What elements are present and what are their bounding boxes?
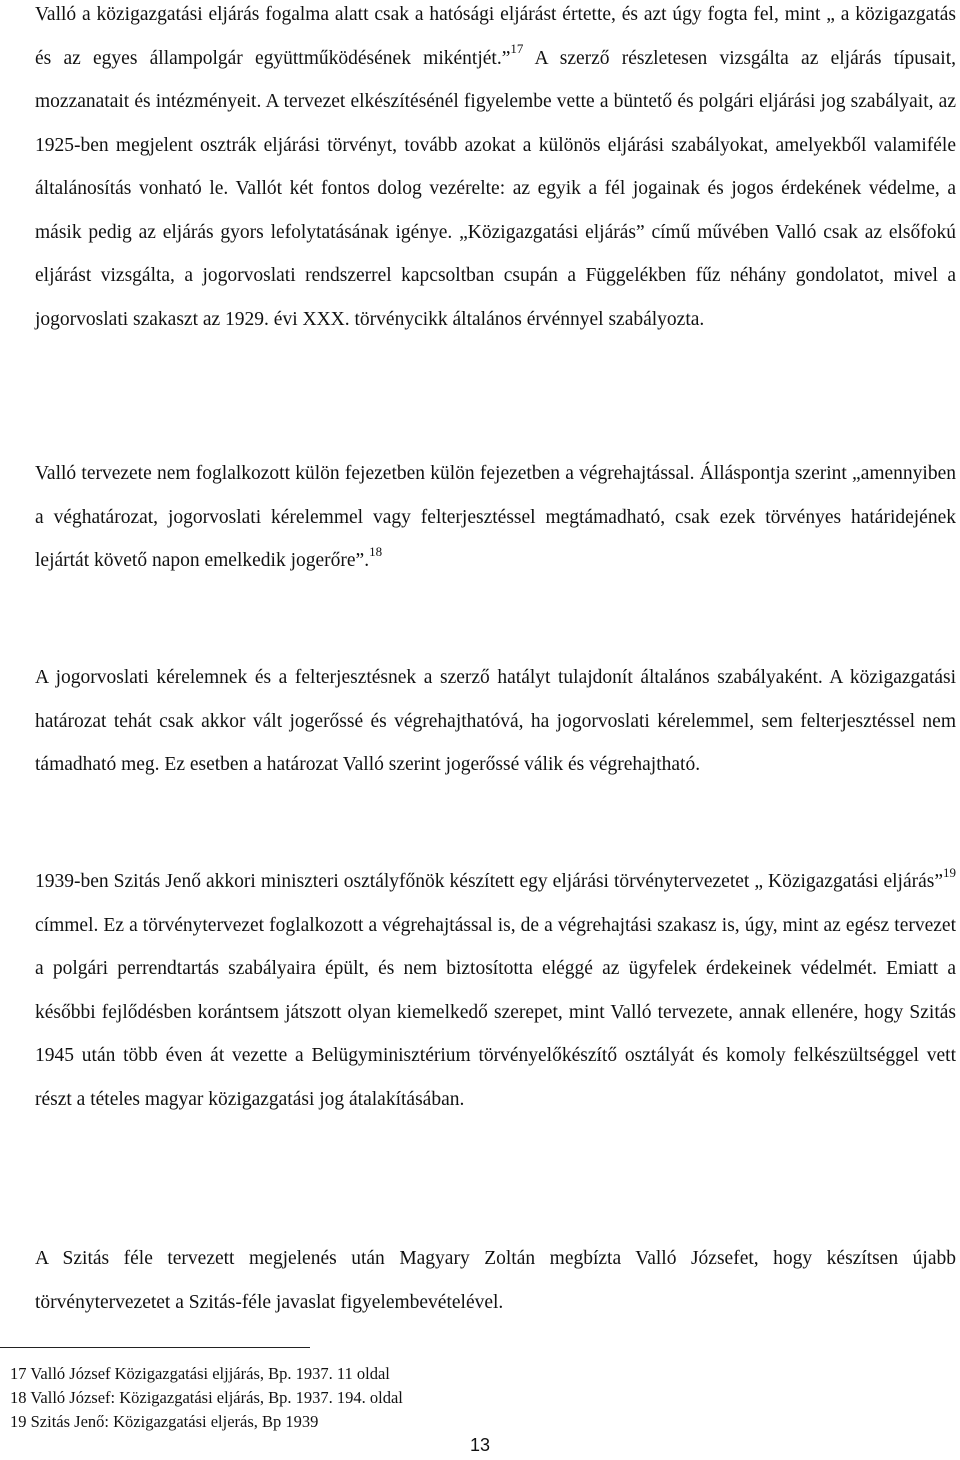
- paragraph-5: [35, 1237, 956, 1324]
- paragraph-4-text-a: 1939-ben Szitás Jenő akkori miniszteri osztályfőnök készített egy eljárási törvénytervezetet „ Közigazgatási eljárás”: [35, 871, 943, 892]
- footnote-18: 18 Valló József: Közigazgatási eljárás, Bp. 1937. 194. oldal: [10, 1388, 403, 1407]
- footnotes: [10, 1362, 910, 1434]
- footnote-17: 17 Valló József Közigazgatási eljjárás, Bp. 1937. 11 oldal: [10, 1364, 390, 1383]
- paragraph-2: [35, 452, 956, 583]
- footnote-ref-17: 17: [510, 41, 524, 56]
- paragraph-1-text-b: A szerző részletesen vizsgálta az eljárás típusait, mozzanatait és intézményeit. A tervezet elkészítésénél figyelembe vette a büntető és polgári eljárási jog szabályait, az 1925-ben megjelent osztrák eljárási törvényt, tovább azokat a különös eljárási szabályokat, amelyekből valamiféle általánosítás vonható le. Vallót két fontos dolog vezérelte: az egyik a fél jogainak és jogos érdekének védelme, a másik pedig az eljárás gyors lefolytatásának igénye. „Közigazgatási eljárás” című művében Valló csak az elsőfokú eljárást vizsgálta, a jogorvoslati rendszerrel kapcsoltban csupán a Függelékben fűz néhány gondolatot, mivel a jogorvoslati szakaszt az 1929. évi XXX. törvénycikk általános érvénnyel szabályozta.: [35, 47, 956, 330]
- footnote-divider: [0, 1347, 310, 1348]
- paragraph-4: [35, 860, 956, 1121]
- paragraph-2-text-a: Valló tervezete nem foglalkozott külön fejezetben külön fejezetben a végrehajtással. Álláspontja szerint „amennyiben a véghatározat, jogorvoslati kérelemmel vagy felterjesztéssel megtámadható, csak ezek törvényes határidejének lejártát követő napon emelkedik jogerőre”.: [35, 463, 956, 571]
- page-number: 13: [469, 1435, 491, 1455]
- paragraph-1-text-a: Valló a közigazgatási eljárás fogalma alatt csak a hatósági eljárást értette, és azt úgy fogta fel, mint „ a közigazgatás és az egyes állampolgár együttműködésének mikéntjét.”: [35, 4, 956, 69]
- footnote-ref-19: 19: [943, 864, 956, 880]
- paragraph-3: [35, 656, 956, 787]
- footnote-ref-18: 18: [369, 543, 383, 559]
- paragraph-3-text-a: A jogorvoslati kérelemnek és a felterjesztésnek a szerző hatályt tulajdonít általános szabályaként. A közigazgatási határozat tehát csak akkor vált jogerőssé és végrehajthatóvá, ha jogorvoslati kérelemmel, sem felterjesztéssel nem támadható meg. Ez esetben a határozat Valló szerint jogerőssé válik és végrehajtható.: [35, 667, 956, 775]
- paragraph-5-text-a: A Szitás féle tervezett megjelenés után Magyary Zoltán megbízta Valló Józsefet, hogy készítsen újabb törvénytervezetet a Szitás-féle javaslat figyelembevételével.: [35, 1248, 956, 1313]
- paragraph-4-text-b: címmel. Ez a törvénytervezet foglalkozott a végrehajtással is, de a végrehajtási szakasz is, úgy, mint az egész tervezet a polgári perrendtartás szabályaira épült, és nem biztosította eléggé az ügyfelek érdekeinek védelmét. Emiatt a későbbi fejlődésben korántsem játszott olyan kiemelkedő szerepet, mint Valló tervezete, annak ellenére, hogy Szitás 1945 után több éven át vezette a Belügyminisztérium törvényelőkészítő osztályát és komoly felkészültséggel vett részt a tételes magyar közigazgatási jog átalakításában.: [35, 914, 956, 1110]
- paragraph-1: [35, 0, 956, 341]
- footnote-19: 19 Szitás Jenő: Közigazgatási eljerás, Bp 1939: [10, 1412, 319, 1431]
